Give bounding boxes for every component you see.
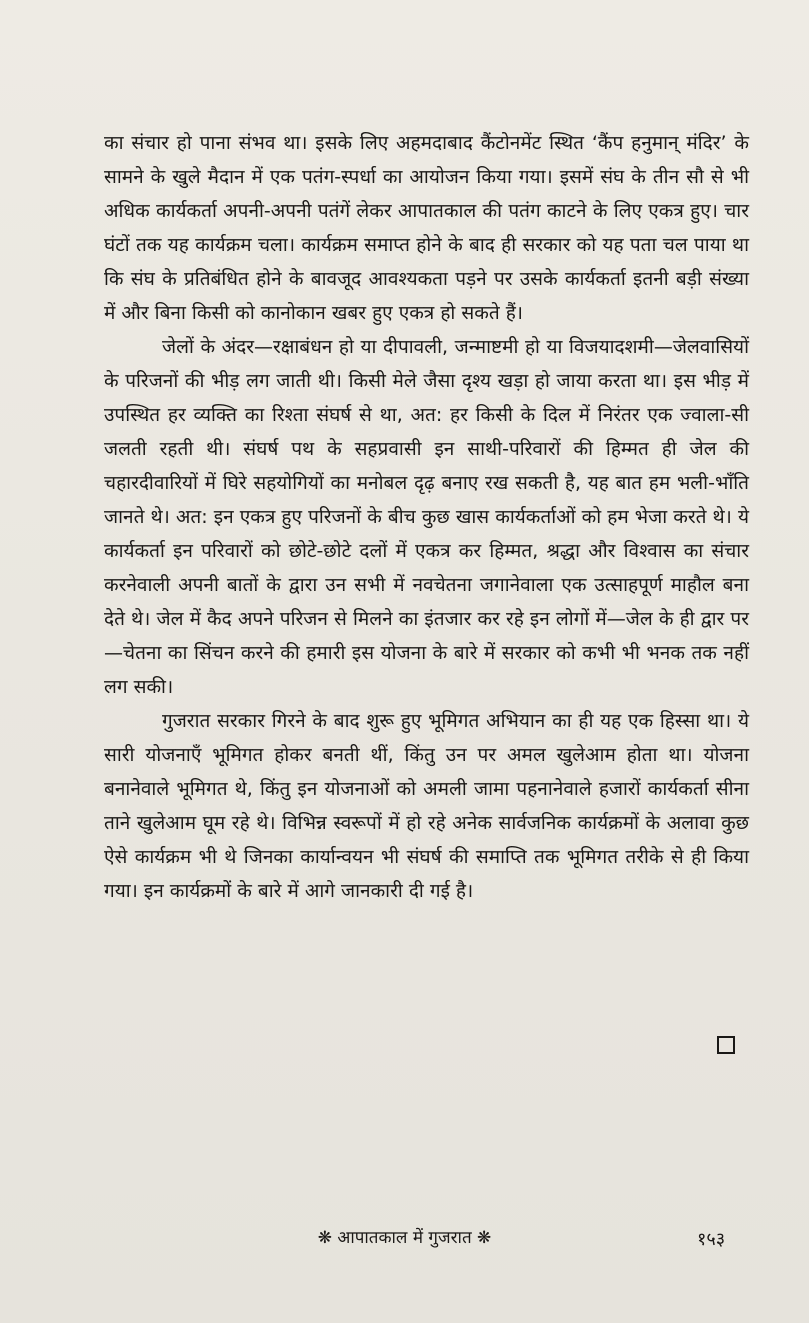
paragraph-3: गुजरात सरकार गिरने के बाद शुरू हुए भूमिगत अभियान का ही यह एक हिस्सा था। ये सारी योजनाएँ भूमिगत होकर बनती थीं, किंतु उन पर अमल खुलेआम होता था। योजना बनानेवाले भूमिगत थे, किंतु इन योजनाओं को अमली जामा पहनानेवाले हजारों कार्यकर्ता सीना ताने खुलेआम घूम रहे थे। विभिन्न स्वरूपों में हो रहे अनेक सार्वजनिक कार्यक्रमों के अलावा कुछ ऐसे कार्यक्रम भी थे जिनका कार्यान्वयन भी संघर्ष की समाप्ति तक भूमिगत तरीके से ही किया गया। इन कार्यक्रमों के बारे में आगे जानकारी दी गई है। bbox=[104, 710, 749, 902]
paragraph-2: जेलों के अंदर—रक्षाबंधन हो या दीपावली, जन्माष्टमी हो या विजयादशमी—जेलवासियों के परिजनों की भीड़ लग जाती थी। किसी मेले जैसा दृश्य खड़ा हो जाया करता था। इस भीड़ में उपस्थित हर व्यक्ति का रिश्ता संघर्ष से था, अत: हर किसी के दिल में निरंतर एक ज्वाला-सी जलती रहती थी। संघर्ष पथ के सहप्रवासी इन साथी-परिवारों की हिम्मत ही जेल की चहारदीवारियों में घिरे सहयोगियों का मनोबल दृढ़ बनाए रख सकती है, यह बात हम भली-भाँति जानते थे। अत: इन एकत्र हुए परिजनों के बीच कुछ खास कार्यकर्ताओं को हम भेजा करते थे। ये कार्यकर्ता इन परिवारों को छोटे-छोटे दलों में एकत्र कर हिम्मत, श्रद्धा और विश्वास का संचार करनेवाली अपनी बातों के द्वारा उन सभी में नवचेतना जगानेवाला एक उत्साहपूर्ण माहौल बना देते थे। जेल में कैद अपने परिजन से मिलने का इंतजार कर रहे इन लोगों में—जेल के ही द्वार पर—चेतना का सिंचन करने की हमारी इस योजना के बारे में सरकार को कभी भी भनक तक नहीं लग सकी। bbox=[104, 336, 749, 698]
paragraph-1: का संचार हो पाना संभव था। इसके लिए अहमदाबाद कैंटोनमेंट स्थित ‘कैंप हनुमान् मंदिर’ के सामने के खुले मैदान में एक पतंग-स्पर्धा का आयोजन किया गया। इसमें संघ के तीन सौ से भी अधिक कार्यकर्ता अपनी-अपनी पतंगें लेकर आपातकाल की पतंग काटने के लिए एकत्र हुए। चार घंटों तक यह कार्यक्रम चला। कार्यक्रम समाप्त होने के बाद ही सरकार को यह पता चल पाया था कि संघ के प्रतिबंधित होने के बावजूद आवश्यकता पड़ने पर उसके कार्यकर्ता इतनी बड़ी संख्या में और बिना किसी को कानोकान खबर हुए एकत्र हो सकते हैं। bbox=[104, 132, 749, 324]
body-text bbox=[104, 126, 749, 908]
section-end-square-icon bbox=[717, 1036, 735, 1054]
running-footer-title: ❋ आपातकाल में गुजरात ❋ bbox=[317, 1228, 492, 1248]
page-number: १५३ bbox=[697, 1229, 726, 1250]
